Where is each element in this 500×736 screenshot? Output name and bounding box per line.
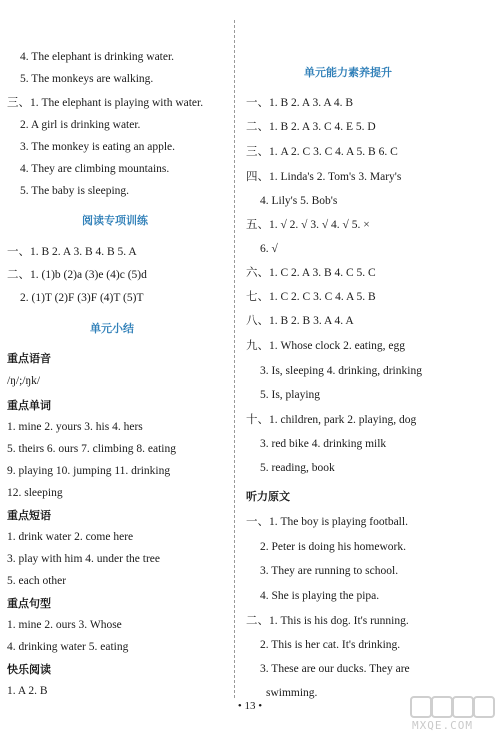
section-subheading: 听力原文 xyxy=(246,490,290,503)
answer-line: 2. Peter is doing his homework. xyxy=(260,541,406,553)
answer-line: 3. Is, sleeping 4. drinking, drinking xyxy=(260,365,422,377)
answer-line: 二、1. This is his dog. It's running. xyxy=(246,615,409,627)
answer-line: 二、1. (1)b (2)a (3)e (4)c (5)d xyxy=(7,269,147,281)
answer-line: /ŋ/;/ŋk/ xyxy=(7,375,41,387)
answer-line: 三、1. A 2. C 3. C 4. A 5. B 6. C xyxy=(246,146,398,158)
section-subheading: 重点句型 xyxy=(7,597,51,610)
answer-line: 5. The monkeys are walking. xyxy=(20,73,154,85)
answer-line: 4. Lily's 5. Bob's xyxy=(260,195,338,207)
answer-line: 1. drink water 2. come here xyxy=(7,531,134,543)
answer-line: 二、1. B 2. A 3. C 4. E 5. D xyxy=(246,121,376,133)
answer-line: 2. This is her cat. It's drinking. xyxy=(260,639,401,651)
answer-line: 5. Is, playing xyxy=(260,389,321,401)
answer-line: 五、1. √ 2. √ 3. √ 4. √ 5. × xyxy=(246,219,370,231)
section-subheading: 重点短语 xyxy=(7,509,51,522)
answer-line: 5. each other xyxy=(7,575,67,587)
answer-line: 4. The elephant is drinking water. xyxy=(20,51,175,63)
answer-line: 九、1. Whose clock 2. eating, egg xyxy=(246,340,406,352)
section-subheading: 重点语音 xyxy=(7,352,51,365)
answer-line: 3. play with him 4. under the tree xyxy=(7,553,160,565)
section-heading: 阅读专项训练 xyxy=(82,214,148,227)
watermark-text: MXQE.COM xyxy=(412,719,473,732)
answer-line: 八、1. B 2. B 3. A 4. A xyxy=(246,315,354,327)
answer-line: 3. The monkey is eating an apple. xyxy=(20,141,175,153)
answer-line: 4. drinking water 5. eating xyxy=(7,641,129,653)
answer-line: 9. playing 10. jumping 11. drinking xyxy=(7,465,171,477)
answer-line: 2. A girl is drinking water. xyxy=(20,119,141,131)
section-heading: 单元小结 xyxy=(90,322,134,335)
answer-line: 一、1. The boy is playing football. xyxy=(246,516,408,528)
section-subheading: 快乐阅读 xyxy=(7,663,51,676)
section-heading: 单元能力素养提升 xyxy=(304,66,392,79)
answer-line: 3. red bike 4. drinking milk xyxy=(260,438,387,450)
page-number: • 13 • xyxy=(237,700,263,712)
answer-line: 4. They are climbing mountains. xyxy=(20,163,170,175)
answer-line: 一、1. B 2. A 3. B 4. B 5. A xyxy=(7,246,137,258)
answer-line: 3. These are our ducks. They are xyxy=(260,663,410,675)
answer-line: 5. theirs 6. ours 7. climbing 8. eating xyxy=(7,443,176,455)
answer-line: 1. mine 2. ours 3. Whose xyxy=(7,619,122,631)
answer-line: 1. A 2. B xyxy=(7,685,48,697)
column-divider xyxy=(234,20,235,698)
answer-line: 2. (1)T (2)F (3)F (4)T (5)T xyxy=(20,292,144,304)
answer-line: swimming. xyxy=(266,687,318,699)
answer-line: 六、1. C 2. A 3. B 4. C 5. C xyxy=(246,267,376,279)
answer-line: 十、1. children, park 2. playing, dog xyxy=(246,414,417,426)
answer-line: 1. mine 2. yours 3. his 4. hers xyxy=(7,421,143,433)
answer-line: 5. The baby is sleeping. xyxy=(20,185,130,197)
answer-line: 4. She is playing the pipa. xyxy=(260,590,380,602)
answer-line: 四、1. Linda's 2. Tom's 3. Mary's xyxy=(246,171,402,183)
answer-line: 一、1. B 2. A 3. A 4. B xyxy=(246,97,354,109)
answer-line: 三、1. The elephant is playing with water. xyxy=(7,97,204,109)
answer-line: 七、1. C 2. C 3. C 4. A 5. B xyxy=(246,291,376,303)
answer-line: 3. They are running to school. xyxy=(260,565,399,577)
section-subheading: 重点单词 xyxy=(7,399,51,412)
answer-line: 5. reading, book xyxy=(260,462,335,474)
answer-line: 6. √ xyxy=(260,243,278,255)
watermark-logo xyxy=(410,696,494,732)
answer-line: 12. sleeping xyxy=(7,487,63,499)
